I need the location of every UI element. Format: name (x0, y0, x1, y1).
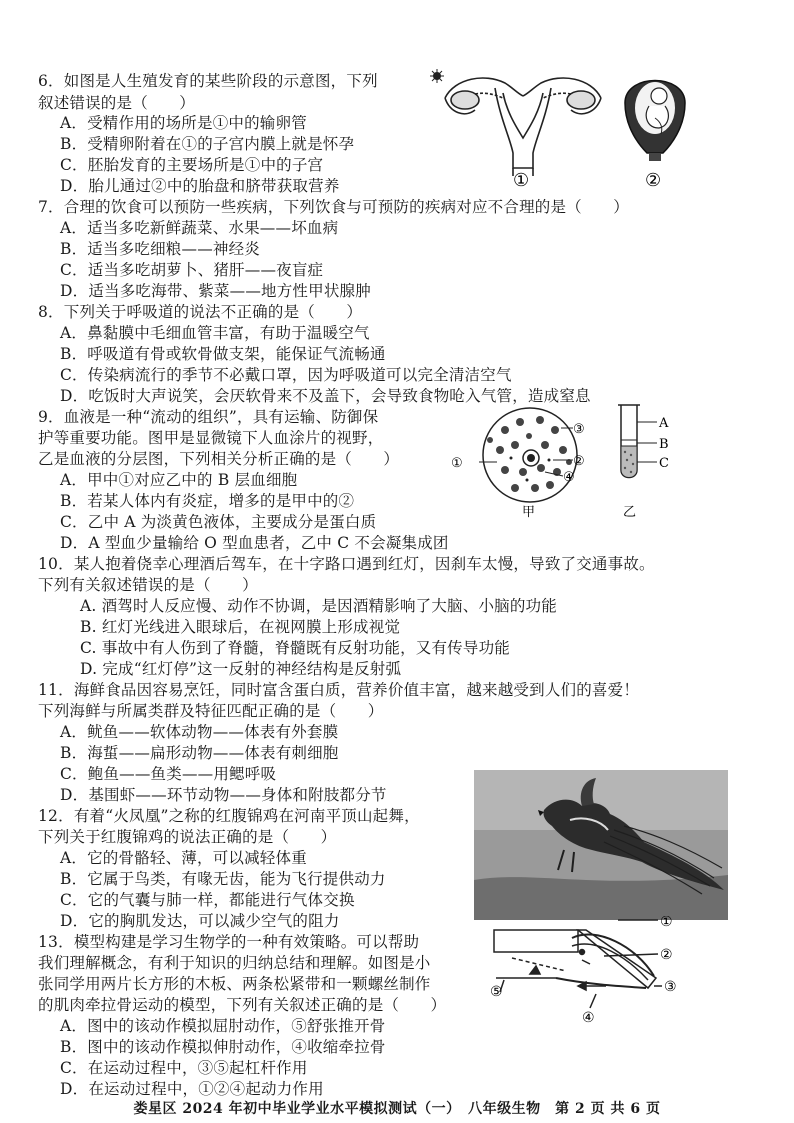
q12-option-d: D．它的胸肌发达，可以减少空气的阻力 (60, 912, 340, 930)
golden-pheasant-photo (474, 770, 728, 920)
q9-smear-label-4: ④ (563, 470, 575, 485)
q6-option-d: D．胎儿通过②中的胎盘和脐带获取营养 (60, 177, 340, 195)
uterus-diagram (445, 78, 601, 176)
q9-option-c: C．乙中 A 为淡黄色液体，主要成分是蛋白质 (60, 513, 377, 531)
q6-option-a: A．受精作用的场所是①中的输卵管 (60, 114, 307, 132)
q11-option-b: B．海蜇——扁形动物——体表有刺细胞 (60, 744, 339, 762)
q8-option-d: D．吃饭时大声说笑，会厌软骨来不及盖下，会导致食物呛入气管，造成窒息 (60, 387, 591, 405)
q9-stem-line-1: 9．血液是一种“流动的组织”，具有运输、防御保 (38, 408, 379, 426)
q13-option-c: C．在运动过程中，③⑤起杠杆作用 (60, 1059, 308, 1077)
q13-option-d: D．在运动过程中，①②④起动力作用 (60, 1080, 324, 1098)
q10-option-d: D. 完成“红灯停”这一反射的神经结构是反射弧 (80, 660, 402, 678)
q11-option-a: A．鱿鱼——软体动物——体表有外套膜 (60, 723, 339, 741)
q6-reproductive-figure (425, 58, 700, 193)
q9-option-b: B．若某人体内有炎症，增多的是甲中的② (60, 492, 355, 510)
q9-smear-label-1: ① (451, 456, 463, 471)
q13-label-1: ① (660, 916, 673, 930)
q9-smear-label-3: ③ (573, 422, 585, 437)
muscle-model-diagram (494, 920, 662, 1008)
q9-figure-jia-label: 甲 (522, 505, 536, 520)
q10-stem-line-2: 下列有关叙述错误的是（ ） (38, 576, 258, 594)
q12-option-b: B．它属于鸟类，有喙无齿，能为飞行提供动力 (60, 870, 386, 888)
q7-option-b: B．适当多吃细粮——神经炎 (60, 240, 260, 258)
q13-stem-line-3: 张同学用两片长方形的木板、两条松紧带和一颗螺丝制作 (38, 975, 431, 993)
q8-option-c: C．传染病流行的季节不必戴口罩，因为呼吸道可以完全清洁空气 (60, 366, 512, 384)
q9-stem-line-3: 乙是血液的分层图，下列相关分析正确的是（ ） (38, 450, 400, 468)
q6-stem-line-2: 叙述错误的是（ ） (38, 94, 196, 112)
q7-option-d: D．适当多吃海带、紫菜——地方性甲状腺肿 (60, 282, 371, 300)
q11-stem-line-1: 11．海鲜食品因容易烹饪，同时富含蛋白质，营养价值丰富，越来越受到人们的喜爱！ (38, 681, 640, 699)
q12-stem-line-1: 12．有着“火凤凰”之称的红腹锦鸡在河南平顶山起舞， (38, 807, 420, 825)
q9-figure-yi-label: 乙 (623, 505, 637, 520)
blood-smear-diagram (451, 408, 585, 520)
q9-smear-label-2: ② (573, 454, 585, 469)
test-tube-diagram (618, 405, 669, 520)
q10-option-a: A. 酒驾时人反应慢、动作不协调，是因酒精影响了大脑、小脑的功能 (80, 597, 557, 615)
q11-option-c: C．鲍鱼——鱼类——用鳃呼吸 (60, 765, 277, 783)
q7-stem: 7．合理的饮食可以预防一些疾病，下列饮食与可预防的疾病对应不合理的是（ ） (38, 198, 629, 216)
q9-option-d: D．A 型血少量输给 O 型血患者，乙中 C 不会凝集成团 (60, 534, 449, 552)
q6-option-c: C．胚胎发育的主要场所是①中的子宫 (60, 156, 324, 174)
ovum-icon (430, 69, 444, 83)
q8-option-b: B．呼吸道有骨或软骨做支架，能保证气流畅通 (60, 345, 386, 363)
q10-option-c: C. 事故中有人伤到了脊髓，脊髓既有反射功能，又有传导功能 (80, 639, 510, 657)
q10-stem-line-1: 10．某人抱着侥幸心理酒后驾车，在十字路口遇到红灯，因刹车太慢，导致了交通事故。 (38, 555, 655, 573)
q11-option-d: D．基围虾——环节动物——身体和附肢都分节 (60, 786, 387, 804)
q9-tube-label-c: C (659, 456, 669, 471)
q11-stem-line-2: 下列海鲜与所属类群及特征匹配正确的是（ ） (38, 702, 384, 720)
q8-option-a: A．鼻黏膜中毛细血管丰富，有助于温暖空气 (60, 324, 370, 342)
fetus-diagram (625, 81, 685, 162)
q6-label-1: ① (513, 170, 530, 191)
q10-option-b: B. 红灯光线进入眼球后，在视网膜上形成视觉 (80, 618, 401, 636)
q13-label-5: ⑤ (490, 984, 503, 1000)
q6-stem-line-1: 6．如图是人生殖发育的某些阶段的示意图，下列 (38, 72, 378, 90)
q12-option-a: A．它的骨骼轻、薄，可以减轻体重 (60, 849, 307, 867)
q13-label-4: ④ (582, 1010, 595, 1026)
q6-label-2: ② (645, 170, 662, 191)
page-footer: 娄星区 2024 年初中毕业学业水平模拟测试（一） 八年级生物 第 2 页 共 6 页 (133, 1101, 661, 1117)
q9-blood-figure (445, 400, 695, 520)
q6-option-b: B．受精卵附着在①的子宫内膜上就是怀孕 (60, 135, 355, 153)
q9-option-a: A．甲中①对应乙中的 B 层血细胞 (60, 471, 298, 489)
q9-stem-line-2: 护等重要功能。图甲是显微镜下人血涂片的视野， (38, 429, 384, 447)
q13-option-a: A．图中的该动作模拟屈肘动作，⑤舒张推开骨 (60, 1017, 386, 1035)
q12-option-c: C．它的气囊与肺一样，都能进行气体交换 (60, 891, 355, 909)
q13-label-3: ③ (664, 979, 677, 995)
q12-stem-line-2: 下列关于红腹锦鸡的说法正确的是（ ） (38, 828, 337, 846)
q8-stem: 8．下列关于呼吸道的说法不正确的是（ ） (38, 303, 363, 321)
q9-tube-label-a: A (659, 416, 669, 431)
q13-option-b: B．图中的该动作模拟伸肘动作，④收缩牵拉骨 (60, 1038, 386, 1056)
q13-stem-line-4: 的肌肉牵拉骨运动的模型，下列有关叙述正确的是（ ） (38, 996, 447, 1014)
q7-option-c: C．适当多吃胡萝卜、猪肝——夜盲症 (60, 261, 324, 279)
q9-tube-label-b: B (659, 437, 669, 452)
q13-stem-line-1: 13．模型构建是学习生物学的一种有效策略。可以帮助 (38, 933, 420, 951)
q13-label-2: ② (660, 947, 673, 963)
q13-stem-line-2: 我们理解概念，有利于知识的归纳总结和理解。如图是小 (38, 954, 431, 972)
q13-muscle-model-figure (486, 916, 701, 1028)
q7-option-a: A．适当多吃新鲜蔬菜、水果——坏血病 (60, 219, 339, 237)
